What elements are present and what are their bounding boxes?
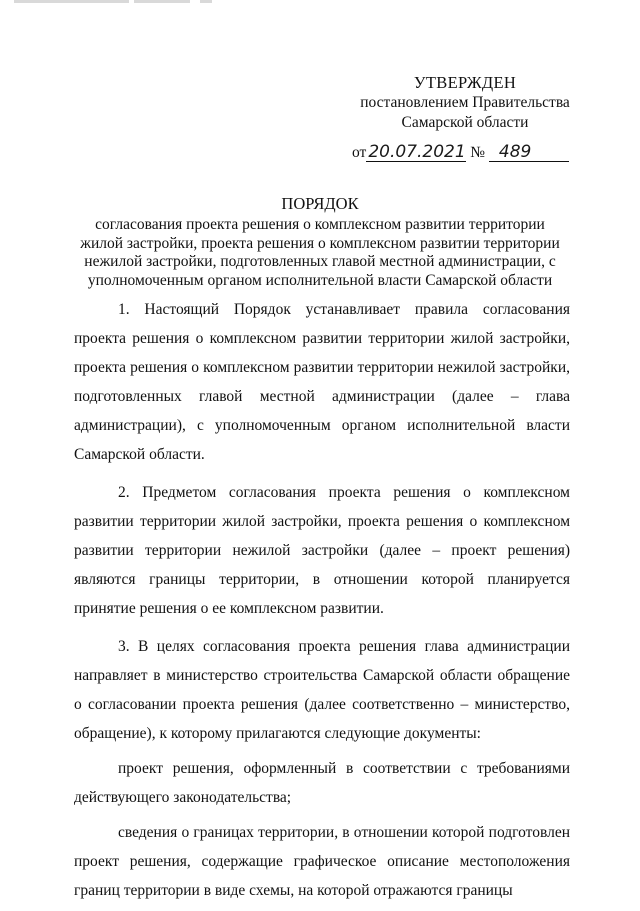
scan-artifact-marks xyxy=(0,0,640,8)
paragraph-5: сведения о границах территории, в отношении которой подготовлен проект решения, содержащие графическое описание местоположения границ территории в виде схемы, на которой отражаются границы xyxy=(74,824,570,899)
paragraph-1: 1. Настоящий Порядок устанавливает правила согласования проекта решения о комплексном развитии территории жилой застройки, проекта решения о комплексном развитии территории нежилой застройки, подготовленных главой местной администрации (далее – глава администрации), с уполномоченным органом исполнительной власти Самарской области. xyxy=(74,301,570,463)
decree-date: 20.07.2021 xyxy=(368,142,466,162)
approval-line-2: Самарской области xyxy=(401,114,529,131)
approval-stamp xyxy=(360,72,570,133)
decree-number-sign: № xyxy=(470,144,485,161)
paragraph-2: 2. Предметом согласования проекта решения о комплексном развитии территории жилой застройки, проекта решения о комплексном развитии территории нежилой застройки (далее – проект решения) являются границы территории, в отношении которой планируется принятие решения о ее комплексном развитии. xyxy=(74,484,570,617)
decree-prefix: от xyxy=(352,144,367,161)
paragraph-3: 3. В целях согласования проекта решения глава администрации направляет в министерство строительства Самарской области обращение о согласовании проекта решения (далее соответственно – министерство, обращение), к которому прилагаются следующие документы: xyxy=(74,638,570,742)
approval-line-1: постановлением Правительства xyxy=(360,94,570,111)
approval-heading: УТВЕРЖДЕН xyxy=(413,73,517,92)
decree-number: 489 xyxy=(489,143,569,162)
document-body xyxy=(74,295,570,911)
decree-date-number xyxy=(352,143,582,162)
document-subtitle: согласования проекта решения о комплексном развитии территории жилой застройки, проекта решения о комплексном развитии территории нежилой застройки, подготовленных главой местной администрации, с уполномоченным органом исполнительной власти Самарской области xyxy=(80,216,560,289)
paragraph-4: проект решения, оформленный в соответствии с требованиями действующего законодательства; xyxy=(74,760,570,806)
document-title: ПОРЯДОК xyxy=(281,194,359,213)
